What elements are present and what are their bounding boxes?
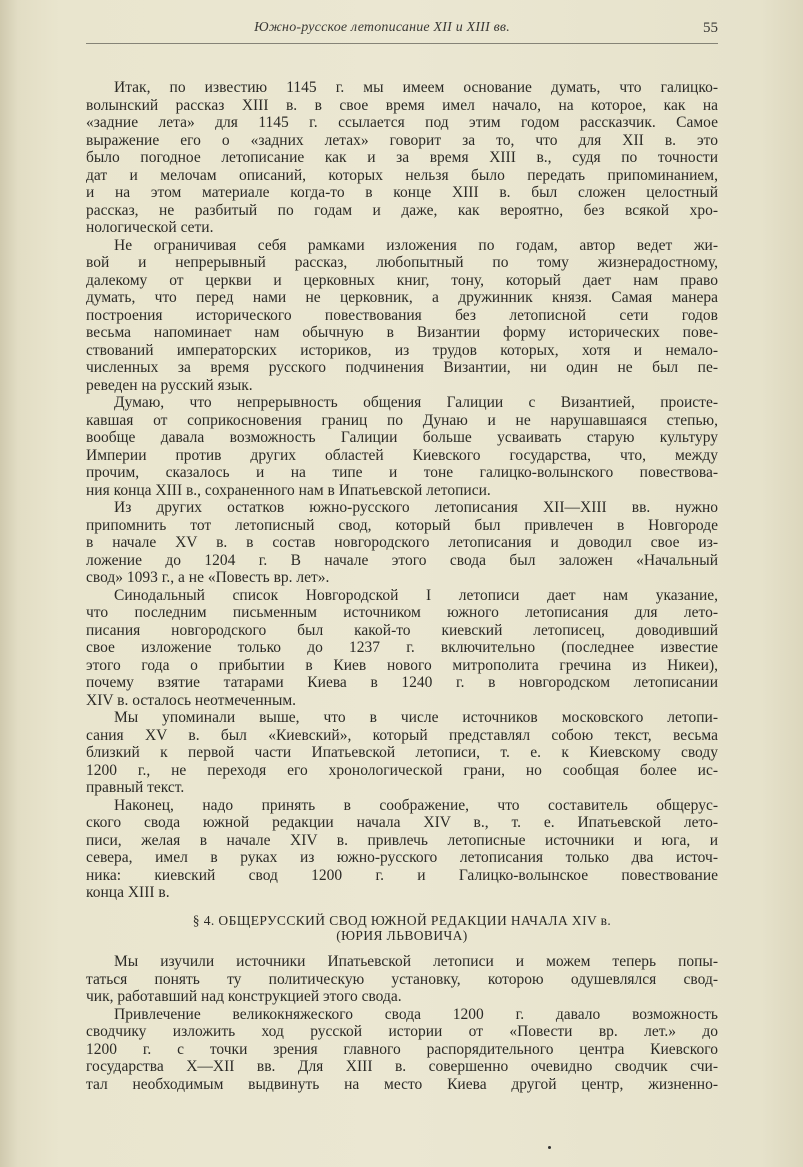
text-line: писания новгородского был какой-то киевский летописец, доводивший (86, 621, 718, 639)
text-line: построения исторического повествования без летописной сети годов (86, 306, 718, 324)
text-line: что последним письменным источником южного летописания для лето- (86, 604, 718, 621)
text-line: Из других остатков южно-русского летописания XII—XIII вв. нужно (114, 499, 718, 516)
text-line: выражение его о «задних летах» говорит за то, что для XII в. это (86, 131, 718, 149)
section-heading-subtitle: (ЮРИЯ ЛЬВОВИЧА) (336, 928, 468, 943)
text-line: Синодальный список Новгородской I летописи дает нам указание, (114, 586, 718, 604)
paragraph (86, 237, 718, 395)
text-line: и на этом материале когда-то в конце XIII в. был сложен целостный (86, 184, 718, 201)
text-line: было погодное летописание как и за время XIII в., судя по точности (86, 149, 718, 166)
text-line: конца XIII в. (86, 884, 170, 901)
text-line: вообще давала возможность Галиции больше усваивать старую культуру (86, 429, 718, 446)
text-line: близкий к первой части Ипатьевской летописи, т. е. к Киевскому своду (86, 744, 718, 761)
text-line: далекому от церкви и церковных книг, тону, который дает нам право (86, 271, 718, 289)
text-line: этого года о прибытии в Киев нового митрополита гречина из Никеи), (86, 656, 718, 674)
paragraph (86, 797, 718, 902)
text-line: Мы упоминали выше, что в числе источников московского летопи- (114, 709, 718, 726)
text-line: дат и мелочам описаний, которых нельзя было передать припоминанием, (86, 166, 718, 184)
text-line: ложение до 1204 г. В начале этого свода был заложен «Начальный (86, 551, 718, 569)
text-line: весьма напоминает нам обычную в Византии форму исторических пове- (86, 324, 718, 341)
print-speck (548, 1146, 551, 1149)
text-line: Привлечение великокняжеского свода 1200 г. давало возможность (114, 1005, 718, 1023)
text-line: писи, желая в начале XIV в. привлечь летописные источники и юга, и (86, 831, 718, 849)
text-line: ствований императорских историков, из трудов которых, хотя и немало- (86, 341, 718, 359)
main-text (86, 79, 718, 902)
text-line: Наконец, надо принять в соображение, что составитель общерус- (114, 796, 718, 814)
paragraph (86, 79, 718, 237)
text-line: чик, работавший над конструкцией этого свода. (86, 988, 402, 1005)
text-line: XIV в. осталось неотмеченным. (86, 691, 297, 709)
text-line: свод» 1093 г., а не «Повесть вр. лет». (86, 569, 330, 586)
text-line: 1200 г. с точки зрения главного распорядительного центра Киевского (86, 1040, 718, 1058)
header-rule (86, 43, 718, 44)
text-line: таться понять ту политическую установку, которою одушевлялся свод- (86, 970, 718, 988)
text-line: численных за время русского подчинения Византии, ни один не был пе- (86, 359, 718, 376)
text-line: Думаю, что непрерывность общения Галиции с Византией, происте- (114, 394, 718, 411)
text-line: севера, имел в руках из южно-русского летописания только два источ- (86, 849, 718, 866)
text-line: тал необходимым выдвинуть на место Киева другой центр, жизненно- (86, 1075, 718, 1093)
section-heading (86, 913, 718, 943)
text-line: «задние лета» для 1145 г. ссылается под этим годом рассказчик. Самое (86, 114, 718, 131)
text-line: Не ограничивая себя рамками изложения по годам, автор ведет жи- (114, 236, 718, 254)
text-line: нологической сети. (86, 219, 214, 236)
text-line: припомнить тот летописный свод, который был привлечен в Новгороде (86, 516, 718, 534)
text-line: ника: киевский свод 1200 г. и Галицко-волынское повествование (86, 866, 718, 884)
text-line: вой и непрерывный рассказ, любопытный по тому жизнерадостному, (86, 254, 718, 271)
text-line: 1200 г., не переходя его хронологической грани, но сообщая более ис- (86, 761, 718, 779)
text-line: Мы изучили источники Ипатьевской летописи и можем теперь попы- (114, 953, 718, 970)
text-line: ния конца XIII в., сохраненного нам в Ипатьевской летописи. (86, 481, 491, 499)
text-line: реведен на русский язык. (86, 376, 253, 394)
text-line: волынский рассказ XIII в. в свое время имел начало, на которое, как на (86, 96, 718, 114)
text-line: сводчику изложить ход русской истории от «Повести вр. лет.» до (86, 1023, 718, 1040)
text-line: почему взятие татарами Киева в 1240 г. в новгородском летописании (86, 674, 718, 691)
paragraph (86, 1006, 718, 1094)
running-head (86, 20, 718, 40)
paragraph (86, 953, 718, 1006)
section-text (86, 953, 718, 1093)
text-line: Итак, по известию 1145 г. мы имеем основание думать, что галицко- (114, 79, 718, 96)
text-line: думать, что перед нами не церковник, а дружинник князя. Самая манера (86, 289, 718, 306)
text-line: свое изложение только до 1237 г. включительно (последнее известие (86, 639, 718, 656)
page-number: 55 (703, 20, 718, 36)
text-line: прочим, сказалось и на типе и тоне галицко-волынского повествова- (86, 464, 718, 481)
paragraph (86, 499, 718, 587)
paragraph (86, 394, 718, 499)
running-title: Южно-русское летописание XII и XIII вв. (254, 20, 510, 35)
section-heading-title: § 4. ОБЩЕРУССКИЙ СВОД ЮЖНОЙ РЕДАКЦИИ НАЧАЛА XIV в. (192, 913, 612, 928)
text-line: Империи против других областей Киевского государства, что, между (86, 446, 718, 464)
text-line: в начале XV в. в состав новгородского летописания и доводил свое из- (86, 534, 718, 551)
text-line: сания XV в. был «Киевский», который представлял собою текст, весьма (86, 726, 718, 744)
text-line: кавшая от соприкосновения границ по Дунаю и не нарушавшаяся степью, (86, 411, 718, 429)
text-line: государства X—XII вв. Для XIII в. совершенно очевидно сводчик счи- (86, 1058, 718, 1075)
text-line: правный текст. (86, 779, 185, 796)
text-line: ского свода южной редакции начала XIV в., т. е. Ипатьевской лето- (86, 814, 718, 831)
paragraph (86, 709, 718, 797)
text-line: рассказ, не разбитый по годам и даже, как вероятно, без всякой хро- (86, 201, 718, 219)
paragraph (86, 587, 718, 710)
